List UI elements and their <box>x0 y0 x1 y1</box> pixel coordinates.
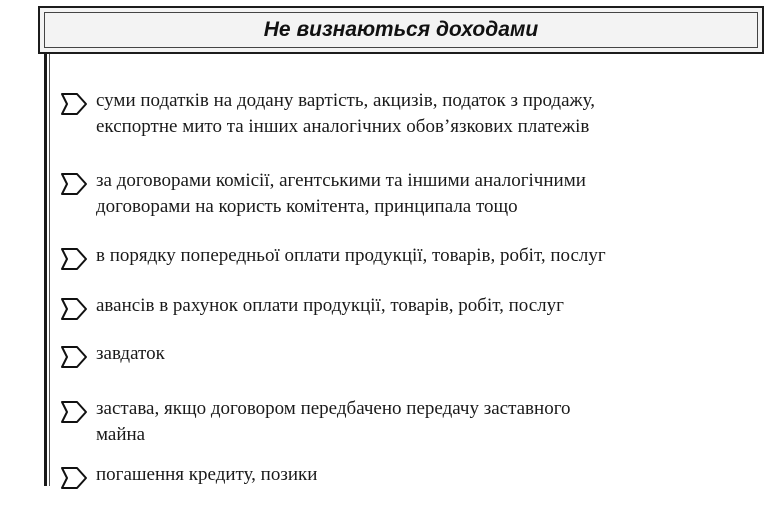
connector-line <box>44 54 47 486</box>
header-title: Не визнаються доходами <box>263 18 539 41</box>
arrow-pentagon-icon <box>60 297 88 321</box>
connector-line-inner <box>49 54 50 486</box>
arrow-pentagon-icon <box>60 247 88 271</box>
item-text: погашення кредиту, позики <box>96 464 318 485</box>
item-text: авансів в рахунок оплати продукції, товарів, робіт, послуг <box>96 295 564 316</box>
item-text: завдаток <box>96 343 165 364</box>
item-text: за договорами комісії, агентськими та іншими аналогічними договорами на користь комітента, принципала тощо <box>96 170 586 217</box>
arrow-pentagon-icon <box>60 172 88 196</box>
arrow-pentagon-icon <box>60 466 88 490</box>
arrow-pentagon-icon <box>60 92 88 116</box>
arrow-pentagon-icon <box>60 345 88 369</box>
header-box <box>38 6 764 54</box>
item-text: застава, якщо договором передбачено передачу заставного майна <box>96 398 571 445</box>
item-text: в порядку попередньої оплати продукції, товарів, робіт, послуг <box>96 245 606 266</box>
arrow-pentagon-icon <box>60 400 88 424</box>
item-text: суми податків на додану вартість, акцизів, податок з продажу, експортне мито та інших аналогічних обов’язкових платежів <box>96 90 595 137</box>
